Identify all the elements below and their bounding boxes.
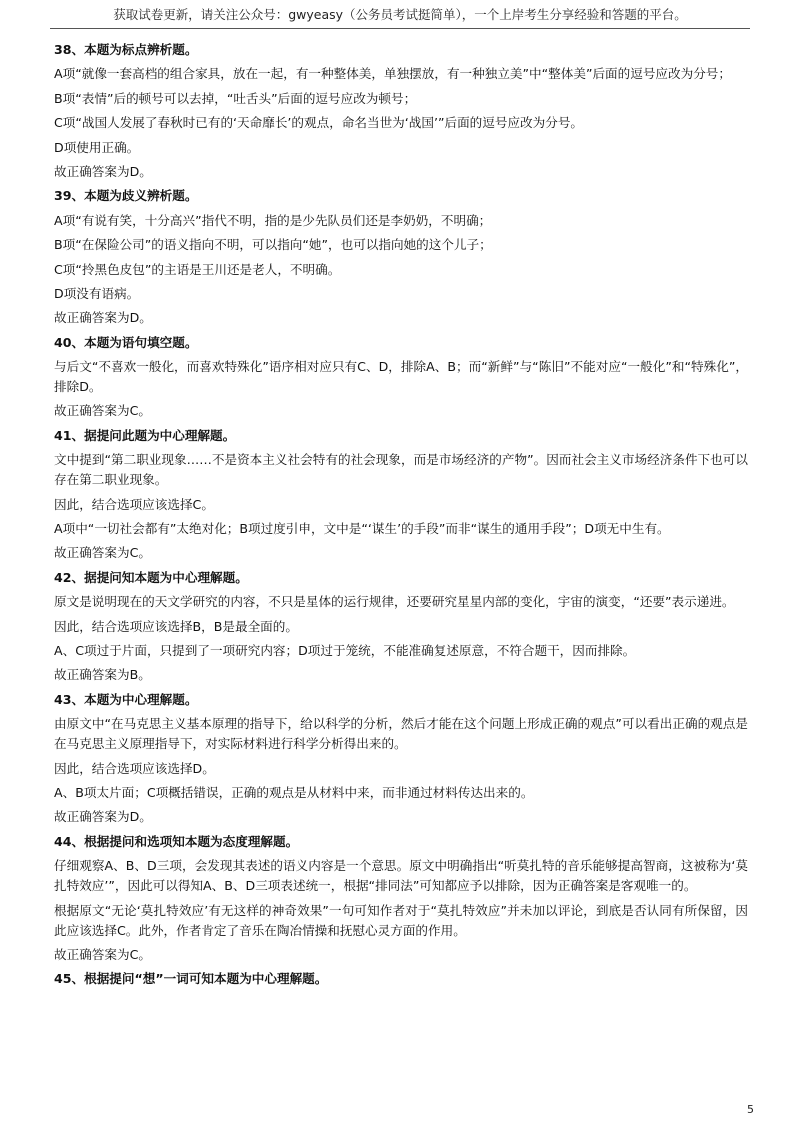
explanation-paragraph: A项“有说有笑，十分高兴”指代不明，指的是少先队员们还是李奶奶，不明确； (54, 212, 492, 228)
question-heading: 39、本题为歧义辨析题。 (54, 188, 198, 204)
explanation-paragraph: 故正确答案为B。 (54, 667, 151, 683)
explanation-paragraph: 原文是说明现在的天文学研究的内容，不只是星体的运行规律，还要研究星星内部的变化，宇宙的演变，“还要”表示递进。 (54, 594, 735, 610)
page-number: 5 (747, 1103, 754, 1116)
explanation-paragraph: C项“战国人发展了春秋时已有的‘天命靡长’的观点，命名当世为‘战国’”后面的逗号应改为分号。 (54, 115, 584, 131)
explanation-paragraph: 因此，结合选项应该选择D。 (54, 760, 215, 776)
header-divider (50, 28, 750, 29)
explanation-paragraph: 文中提到“第二职业现象……不是资本主义社会特有的社会现象，而是市场经济的产物”。因而社会主义市场经济条件下也可以存在第二职业现象。 (54, 452, 748, 488)
explanation-paragraph: 故正确答案为C。 (54, 403, 151, 419)
question-heading: 45、根据提问“想”一词可知本题为中心理解题。 (54, 971, 328, 987)
explanation-paragraph: 故正确答案为C。 (54, 946, 151, 962)
explanation-paragraph: 故正确答案为D。 (54, 163, 152, 179)
explanation-paragraph: 因此，结合选项应该选择C。 (54, 496, 214, 512)
question-heading: 42、据提问知本题为中心理解题。 (54, 569, 248, 585)
explanation-paragraph: B项“表情”后的顿号可以去掉，“吐舌头”后面的逗号应改为顿号； (54, 90, 417, 106)
explanation-paragraph: 由原文中“在马克思主义基本原理的指导下，给以科学的分析，然后才能在这个问题上形成正确的观点”可以看出正确的观点是在马克思主义原理指导下，对实际材料进行科学分析得出来的。 (54, 716, 748, 752)
explanation-paragraph: A项中“一切社会都有”太绝对化；B项过度引申，文中是“‘谋生’的手段”而非“谋生的通用手段”；D项无中生有。 (54, 521, 670, 537)
explanation-paragraph: D项使用正确。 (54, 139, 140, 155)
question-heading: 38、本题为标点辨析题。 (54, 42, 198, 57)
question-heading: 41、据提问此题为中心理解题。 (54, 427, 236, 443)
explanation-paragraph: 因此，结合选项应该选择B，B是最全面的。 (54, 618, 298, 634)
explanation-paragraph: 故正确答案为C。 (54, 545, 151, 561)
explanation-paragraph: 仔细观察A、B、D三项，会发现其表述的语义内容是一个意思。原文中明确指出“听莫扎特的音乐能够提高智商，这被称为‘莫扎特效应’”，因此可以得知A、B、D三项表述统一，根据“排同法”可知都应予以排除，因为正确答案是客观唯一的。 (54, 858, 748, 894)
question-heading: 40、本题为语句填空题。 (54, 334, 198, 350)
question-heading: 44、根据提问和选项知本题为态度理解题。 (54, 833, 299, 849)
document-body (54, 40, 748, 994)
explanation-paragraph: A项“就像一套高档的组合家具，放在一起，有一种整体美，单独摆放，有一种独立美”中“整体美”后面的逗号应改为分号； (54, 66, 731, 82)
explanation-paragraph: 故正确答案为D。 (54, 310, 152, 326)
explanation-paragraph: 与后文“不喜欢一般化，而喜欢特殊化”语序相对应只有C、D，排除A、B；而“新鲜”与“陈旧”不能对应“一般化”和“特殊化”，排除D。 (54, 359, 748, 395)
explanation-paragraph: 故正确答案为D。 (54, 809, 152, 825)
explanation-paragraph: B项“在保险公司”的语义指向不明，可以指向“她”，也可以指向她的这个儿子； (54, 237, 492, 253)
explanation-paragraph: A、C项过于片面，只提到了一项研究内容；D项过于笼统，不能准确复述原意，不符合题干，因而排除。 (54, 642, 636, 658)
explanation-paragraph: C项“拎黑色皮包”的主语是王川还是老人，不明确。 (54, 261, 341, 277)
explanation-paragraph: D项没有语病。 (54, 285, 140, 301)
question-heading: 43、本题为中心理解题。 (54, 691, 198, 707)
explanation-paragraph: 根据原文“无论‘莫扎特效应’有无这样的神奇效果”一句可知作者对于“莫扎特效应”并未加以评论，到底是否认同有所保留，因此应该选择C。此外，作者肯定了音乐在陶冶情操和抚慰心灵方面的作用。 (54, 902, 748, 938)
explanation-paragraph: A、B项太片面；C项概括错误，正确的观点是从材料中来，而非通过材料传达出来的。 (54, 784, 534, 800)
page-header: 获取试卷更新，请关注公众号：gwyeasy（公务员考试挺简单），一个上岸考生分享经验和答题的平台。 (113, 7, 687, 22)
